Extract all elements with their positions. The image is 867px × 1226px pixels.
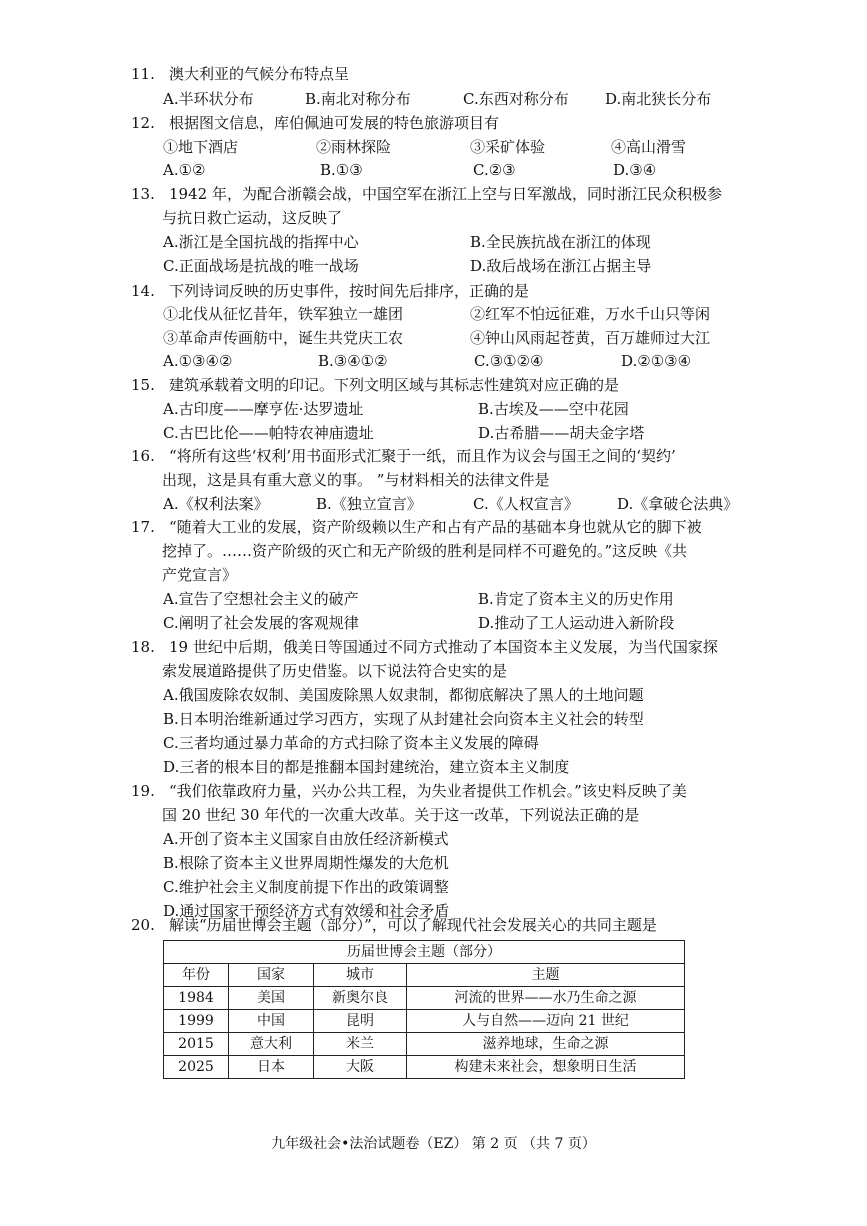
cell-theme: 滋养地球，生命之源 (407, 1033, 685, 1056)
question-17-stem: 17. “随着大工业的发展，资产阶级赖以生产和占有产品的基础本身也就从它的脚下被 (131, 518, 702, 536)
q12-option-a[interactable]: A.①② (163, 161, 206, 179)
cell-theme: 河流的世界——水乃生命之源 (407, 987, 685, 1010)
cell-theme: 构建未来社会，想象明日生活 (407, 1056, 685, 1079)
page-footer: 九年级社会•法治试题卷（EZ） 第 2 页 （共 7 页） (271, 1136, 596, 1152)
q14-item-4: ④钟山风雨起苍黄，百万雄师过大江 (470, 329, 711, 347)
header-theme: 主题 (407, 964, 685, 987)
q14-option-c[interactable]: C.③①②④ (474, 352, 544, 370)
cell-year: 2025 (164, 1056, 229, 1079)
q17-option-d[interactable]: D.推动了工人运动进入新阶段 (478, 614, 675, 632)
cell-year: 2015 (164, 1033, 229, 1056)
q13-option-d[interactable]: D.敌后战场在浙江占据主导 (470, 257, 652, 275)
question-12-stem: 12. 根据图文信息，库伯佩迪可发展的特色旅游项目有 (131, 114, 500, 132)
q15-option-b[interactable]: B.古埃及——空中花园 (478, 400, 629, 418)
q13-option-b[interactable]: B.全民族抗战在浙江的体现 (470, 233, 651, 251)
q12-item-1: ①地下酒店 (163, 138, 239, 156)
q18-option-b[interactable]: B.日本明治维新通过学习西方，实现了从封建社会向资本主义社会的转型 (163, 710, 644, 728)
q16-option-a[interactable]: A.《权利法案》 (163, 495, 269, 513)
cell-city: 米兰 (314, 1033, 407, 1056)
cell-country: 中国 (229, 1010, 314, 1033)
q15-option-c[interactable]: C.古巴比伦——帕特农神庙遗址 (163, 424, 374, 442)
cell-theme: 人与自然——迈向 21 世纪 (407, 1010, 685, 1033)
q12-option-c[interactable]: C.②③ (473, 161, 516, 179)
q12-option-d[interactable]: D.③④ (613, 161, 657, 179)
q13-option-c[interactable]: C.正面战场是抗战的唯一战场 (163, 257, 359, 275)
question-13-stem-cont: 与抗日救亡运动，这反映了 (162, 209, 343, 227)
table-row (164, 1056, 685, 1079)
q17-option-c[interactable]: C.阐明了社会发展的客观规律 (163, 614, 359, 632)
q12-item-2: ②雨林探险 (316, 138, 392, 156)
cell-country: 意大利 (229, 1033, 314, 1056)
q19-option-b[interactable]: B.根除了资本主义世界周期性爆发的大危机 (163, 854, 449, 872)
q14-item-1: ①北伐从征忆昔年，铁军独立一雄团 (163, 305, 404, 323)
q11-option-a[interactable]: A.半环状分布 (163, 90, 254, 108)
question-19-stem-cont: 国 20 世纪 30 年代的一次重大改革。关于这一改革，下列说法正确的是 (162, 806, 640, 824)
q15-option-d[interactable]: D.古希腊——胡夫金字塔 (478, 424, 645, 442)
q19-option-a[interactable]: A.开创了资本主义国家自由放任经济新模式 (163, 830, 449, 848)
q12-option-b[interactable]: B.①③ (320, 161, 363, 179)
cell-city: 昆明 (314, 1010, 407, 1033)
q14-item-3: ③革命声传画舫中，诞生共党庆工农 (163, 329, 404, 347)
cell-city: 大阪 (314, 1056, 407, 1079)
q16-option-d[interactable]: D.《拿破仑法典》 (617, 495, 739, 513)
table-header-row (164, 964, 685, 987)
question-16-stem-cont: 出现，这是具有重大意义的事。 ”与材料相关的法律文件是 (162, 471, 550, 489)
q17-option-b[interactable]: B.肯定了资本主义的历史作用 (478, 590, 674, 608)
table-caption-row (164, 941, 685, 964)
question-17-stem-cont2: 产党宣言》 (162, 566, 238, 584)
cell-year: 1984 (164, 987, 229, 1010)
q14-option-b[interactable]: B.③④①② (318, 352, 388, 370)
q18-option-a[interactable]: A.俄国废除农奴制、美国废除黑人奴隶制，都彻底解决了黑人的土地问题 (163, 686, 644, 704)
q11-option-b[interactable]: B.南北对称分布 (305, 90, 411, 108)
cell-country: 日本 (229, 1056, 314, 1079)
q15-option-a[interactable]: A.古印度——摩亨佐·达罗遗址 (163, 400, 364, 418)
cell-city: 新奥尔良 (314, 987, 407, 1010)
question-13-stem: 13. 1942 年，为配合浙赣会战，中国空军在浙江上空与日军激战，同时浙江民众积极参 (131, 185, 722, 203)
q16-option-b[interactable]: B.《独立宣言》 (316, 495, 422, 513)
question-16-stem: 16. “将所有这些‘权利’用书面形式汇聚于一纸，而且作为议会与国王之间的‘契约’ (131, 447, 676, 465)
q16-option-c[interactable]: C.《人权宣言》 (473, 495, 579, 513)
question-11-stem: 11. 澳大利亚的气候分布特点呈 (131, 65, 350, 83)
question-18-stem: 18. 19 世纪中后期，俄美日等国通过不同方式推动了本国资本主义发展，为当代国家探 (131, 638, 718, 656)
table-row (164, 1033, 685, 1056)
table-row (164, 987, 685, 1010)
question-17-stem-cont1: 挖掉了。……资产阶级的灭亡和无产阶级的胜利是同样不可避免的。”这反映《共 (162, 542, 688, 560)
question-20-stem: 20. 解读“历届世博会主题（部分）”，可以了解现代社会发展关心的共同主题是 (131, 916, 657, 934)
question-15-stem: 15. 建筑承载着文明的印记。下列文明区域与其标志性建筑对应正确的是 (131, 376, 620, 394)
header-year: 年份 (164, 964, 229, 987)
q12-item-4: ④高山滑雪 (611, 138, 687, 156)
q19-option-c[interactable]: C.维护社会主义制度前提下作出的政策调整 (163, 878, 449, 896)
q11-option-d[interactable]: D.南北狭长分布 (605, 90, 712, 108)
q19-option-d[interactable]: D.通过国家干预经济方式有效缓和社会矛盾 (163, 902, 450, 920)
header-country: 国家 (229, 964, 314, 987)
q12-item-3: ③采矿体验 (470, 138, 546, 156)
header-city: 城市 (314, 964, 407, 987)
question-14-stem: 14. 下列诗词反映的历史事件，按时间先后排序，正确的是 (131, 282, 530, 300)
q14-option-d[interactable]: D.②①③④ (621, 352, 692, 370)
expo-themes-table (163, 940, 685, 1079)
table-caption: 历届世博会主题（部分） (164, 941, 685, 964)
cell-year: 1999 (164, 1010, 229, 1033)
q18-option-d[interactable]: D.三者的根本目的都是推翻本国封建统治，建立资本主义制度 (163, 758, 570, 776)
question-18-stem-cont: 索发展道路提供了历史借鉴。以下说法符合史实的是 (162, 662, 508, 680)
q14-option-a[interactable]: A.①③④② (163, 352, 233, 370)
q13-option-a[interactable]: A.浙江是全国抗战的指挥中心 (163, 233, 359, 251)
q11-option-c[interactable]: C.东西对称分布 (463, 90, 569, 108)
q14-item-2: ②红军不怕远征难，万水千山只等闲 (470, 305, 711, 323)
q18-option-c[interactable]: C.三者均通过暴力革命的方式扫除了资本主义发展的障碍 (163, 734, 539, 752)
q17-option-a[interactable]: A.宣告了空想社会主义的破产 (163, 590, 359, 608)
table-row (164, 1010, 685, 1033)
cell-country: 美国 (229, 987, 314, 1010)
question-19-stem: 19. “我们依靠政府力量，兴办公共工程，为失业者提供工作机会。”该史料反映了美 (131, 782, 687, 800)
